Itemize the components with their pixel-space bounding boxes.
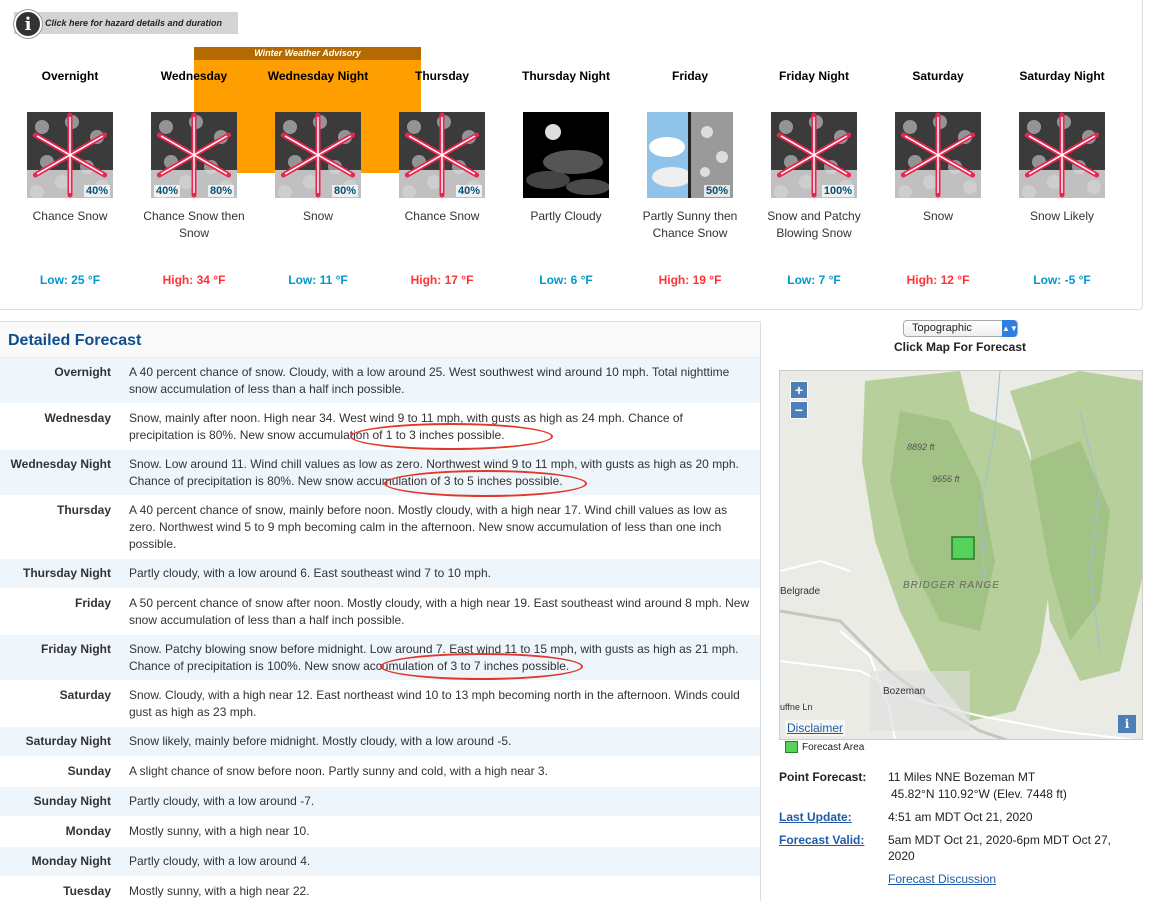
row-forecast-text: Partly cloudy, with a low around 6. East southeast wind 7 to 10 mph. bbox=[129, 566, 491, 580]
period-temperature: High: 19 °F bbox=[658, 273, 722, 287]
point-coords: 45.82°N 110.92°W (Elev. 7448 ft) bbox=[891, 787, 1067, 801]
precip-chance: 40% bbox=[85, 185, 108, 197]
last-update-value: 4:51 am MDT Oct 21, 2020 bbox=[888, 810, 1033, 824]
precip-chance: 100% bbox=[823, 185, 852, 197]
forecast-period[interactable] bbox=[132, 68, 256, 287]
row-period-label: Thursday Night bbox=[22, 566, 111, 580]
annotation-circle bbox=[350, 423, 553, 450]
detailed-forecast-row bbox=[0, 450, 760, 496]
forecast-summary-panel bbox=[0, 0, 1143, 310]
snow-icon bbox=[771, 112, 857, 198]
detailed-forecast-row bbox=[0, 559, 760, 589]
precip-chance: 40% bbox=[457, 185, 480, 197]
forecast-valid-value: 5am MDT Oct 21, 2020-6pm MDT Oct 27, 2020 bbox=[888, 833, 1111, 863]
annotation-circle bbox=[384, 470, 587, 497]
row-forecast-text: Snow likely, mainly before midnight. Mostly cloudy, with a low around -5. bbox=[129, 734, 512, 748]
short-description: Chance Snow bbox=[404, 209, 480, 223]
forecast-period[interactable] bbox=[256, 68, 380, 287]
row-period-label: Sunday bbox=[67, 764, 111, 778]
disclaimer-link[interactable]: Disclaimer bbox=[787, 721, 844, 735]
map-layer-value: Topographic bbox=[912, 322, 972, 334]
period-temperature: Low: 11 °F bbox=[288, 273, 348, 287]
forecast-area-swatch bbox=[785, 741, 798, 753]
detailed-forecast-section bbox=[0, 321, 761, 901]
click-map-label: Click Map For Forecast bbox=[893, 340, 1027, 354]
row-forecast-text: Partly cloudy, with a low around -7. bbox=[129, 794, 315, 808]
row-period-label: Overnight bbox=[54, 365, 111, 379]
hazard-link-text: Click here for hazard details and duration bbox=[45, 18, 223, 28]
period-temperature: High: 12 °F bbox=[906, 273, 970, 287]
precip-chance: 80% bbox=[333, 185, 356, 197]
row-period-label: Sunday Night bbox=[33, 794, 111, 808]
short-description: Snow bbox=[922, 209, 954, 223]
short-description: Snow bbox=[302, 209, 334, 223]
precip-chance: 80% bbox=[209, 185, 232, 197]
detailed-forecast-row bbox=[0, 847, 760, 877]
period-name: Overnight bbox=[41, 69, 99, 83]
map-place-label: Bozeman bbox=[883, 686, 926, 697]
map-place-label: Belgrade bbox=[780, 586, 821, 597]
detailed-forecast-row bbox=[0, 681, 760, 727]
precip-chance: 50% bbox=[705, 185, 728, 197]
row-period-label: Saturday bbox=[59, 688, 111, 702]
advisory-label: Winter Weather Advisory bbox=[194, 47, 421, 60]
period-name: Friday bbox=[671, 69, 708, 83]
detailed-forecast-row bbox=[0, 589, 760, 635]
forecast-map[interactable] bbox=[779, 370, 1143, 740]
forecast-period[interactable] bbox=[752, 68, 876, 287]
select-arrows-icon: ▲▼ bbox=[1002, 320, 1017, 337]
period-temperature: Low: 6 °F bbox=[539, 273, 593, 287]
forecast-period[interactable] bbox=[628, 68, 752, 287]
annotation-circle bbox=[380, 653, 583, 680]
period-name: Thursday Night bbox=[521, 69, 610, 83]
map-layer-select[interactable] bbox=[903, 320, 1018, 337]
detailed-forecast-row bbox=[0, 358, 760, 404]
period-name: Wednesday bbox=[160, 69, 228, 83]
short-description: Chance Snow bbox=[32, 209, 108, 223]
detailed-forecast-row bbox=[0, 496, 760, 559]
period-temperature: Low: 25 °F bbox=[39, 273, 101, 287]
row-period-label: Monday bbox=[65, 824, 111, 838]
info-icon: i bbox=[14, 10, 42, 38]
detailed-forecast-row bbox=[0, 817, 760, 847]
map-panel bbox=[770, 318, 1150, 892]
detailed-forecast-row bbox=[0, 877, 760, 907]
map-legend bbox=[785, 741, 864, 753]
row-period-label: Friday Night bbox=[40, 642, 111, 656]
period-temperature: Low: 7 °F bbox=[787, 273, 841, 287]
night-cloud-icon bbox=[523, 112, 609, 198]
forecast-periods bbox=[8, 0, 1128, 300]
snow-icon bbox=[27, 112, 113, 198]
forecast-period[interactable] bbox=[504, 68, 628, 287]
snow-icon bbox=[895, 112, 981, 198]
forecast-period[interactable] bbox=[1000, 68, 1124, 287]
last-update-link[interactable]: Last Update: bbox=[779, 810, 852, 824]
row-forecast-text: Partly cloudy, with a low around 4. bbox=[129, 854, 311, 868]
row-period-label: Thursday bbox=[56, 503, 111, 517]
row-period-label: Friday bbox=[74, 596, 111, 610]
row-forecast-text: A 40 percent chance of snow. Cloudy, with a low around 25. West southwest wind around 10 mph. Total nighttime snow accumulation of less than a half inch possible. bbox=[129, 365, 730, 396]
detailed-forecast-row bbox=[0, 757, 760, 787]
row-period-label: Saturday Night bbox=[25, 734, 111, 748]
period-name: Saturday bbox=[912, 69, 964, 83]
forecast-period[interactable] bbox=[876, 68, 1000, 287]
map-road-label: uffne Ln bbox=[780, 702, 813, 712]
period-name: Friday Night bbox=[778, 69, 849, 83]
map-info-icon[interactable]: i bbox=[1118, 715, 1136, 733]
map-terrain bbox=[780, 371, 1143, 740]
row-forecast-text: A slight chance of snow before noon. Partly sunny and cold, with a high near 3. bbox=[129, 764, 548, 778]
row-period-label: Tuesday bbox=[63, 884, 111, 898]
forecast-period[interactable] bbox=[8, 68, 132, 287]
snow-icon bbox=[399, 112, 485, 198]
short-description: Partly Cloudy bbox=[530, 209, 602, 223]
period-name: Thursday bbox=[414, 69, 469, 83]
period-temperature: Low: -5 °F bbox=[1033, 273, 1091, 287]
row-forecast-text: Mostly sunny, with a high near 22. bbox=[129, 884, 310, 898]
row-forecast-text: A 40 percent chance of snow, mainly before noon. Mostly cloudy, with a high near 17. Wind chill values as low as zero. Northwest wind 5 to 9 mph becoming calm in the afternoon. New snow accumulation of less than one inch possible. bbox=[129, 503, 728, 551]
forecast-valid-link[interactable]: Forecast Valid: bbox=[779, 833, 865, 847]
zoom-out-button[interactable]: − bbox=[790, 401, 808, 419]
row-forecast-text: Snow. Low around 11. Wind chill values as low as zero. Northwest wind 9 to 11 mph, with gusts as high as 20 mph. Chance of precipitation is 80%. New snow accumulation of 3 to 5 inches possible. bbox=[129, 457, 739, 488]
detailed-forecast-title: Detailed Forecast bbox=[0, 322, 760, 358]
row-period-label: Monday Night bbox=[31, 854, 111, 868]
row-forecast-text: Snow, mainly after noon. High near 34. West wind 9 to 11 mph, with gusts as high as 24 mph. Chance of precipitation is 80%. New snow accumulation of 1 to 3 inches possible. bbox=[129, 411, 683, 442]
point-location: 11 Miles NNE Bozeman MT bbox=[888, 770, 1036, 784]
period-name: Wednesday Night bbox=[267, 69, 369, 83]
map-elevation-label: 9656 ft bbox=[932, 474, 960, 484]
point-forecast-label: Point Forecast: bbox=[779, 770, 867, 784]
row-forecast-text: Mostly sunny, with a high near 10. bbox=[129, 824, 310, 838]
row-forecast-text: Snow. Patchy blowing snow before midnight. Low around 7. East wind 11 to 15 mph, with gusts as high as 21 mph. Chance of precipitation is 100%. New snow accumulation of 3 to 7 inches possible. bbox=[129, 642, 739, 673]
detailed-forecast-row bbox=[0, 787, 760, 817]
short-description: Partly Sunny then Chance Snow bbox=[642, 209, 738, 240]
row-period-label: Wednesday Night bbox=[10, 457, 111, 471]
map-elevation-label: 8892 ft bbox=[907, 442, 935, 452]
map-place-label: BRIDGER RANGE bbox=[903, 580, 1000, 591]
snow-icon bbox=[275, 112, 361, 198]
short-description: Snow and Patchy Blowing Snow bbox=[767, 209, 861, 240]
forecast-area-marker bbox=[952, 537, 974, 559]
forecast-discussion-link[interactable]: Forecast Discussion bbox=[888, 872, 997, 886]
snow-icon bbox=[151, 112, 237, 198]
detailed-forecast-row bbox=[0, 635, 760, 681]
snow-icon bbox=[1019, 112, 1105, 198]
period-temperature: High: 17 °F bbox=[410, 273, 474, 287]
row-forecast-text: Snow. Cloudy, with a high near 12. East northeast wind 10 to 13 mph becoming north in the afternoon. Winds could gust as high as 23 mph. bbox=[129, 688, 740, 719]
short-description: Chance Snow then Snow bbox=[143, 209, 245, 240]
sun-snow-icon bbox=[647, 112, 733, 198]
short-description: Snow Likely bbox=[1029, 209, 1095, 223]
period-temperature: High: 34 °F bbox=[162, 273, 226, 287]
row-forecast-text: A 50 percent chance of snow after noon. Mostly cloudy, with a high near 19. East southeast wind around 8 mph. New snow accumulation of less than a half inch possible. bbox=[129, 596, 750, 627]
precip-chance-start: 40% bbox=[156, 185, 179, 197]
legend-label: Forecast Area bbox=[802, 741, 865, 753]
period-name: Saturday Night bbox=[1019, 69, 1105, 83]
zoom-in-button[interactable]: + bbox=[790, 381, 808, 399]
detailed-forecast-row bbox=[0, 727, 760, 757]
forecast-period[interactable] bbox=[380, 68, 504, 287]
row-period-label: Wednesday bbox=[44, 411, 111, 425]
